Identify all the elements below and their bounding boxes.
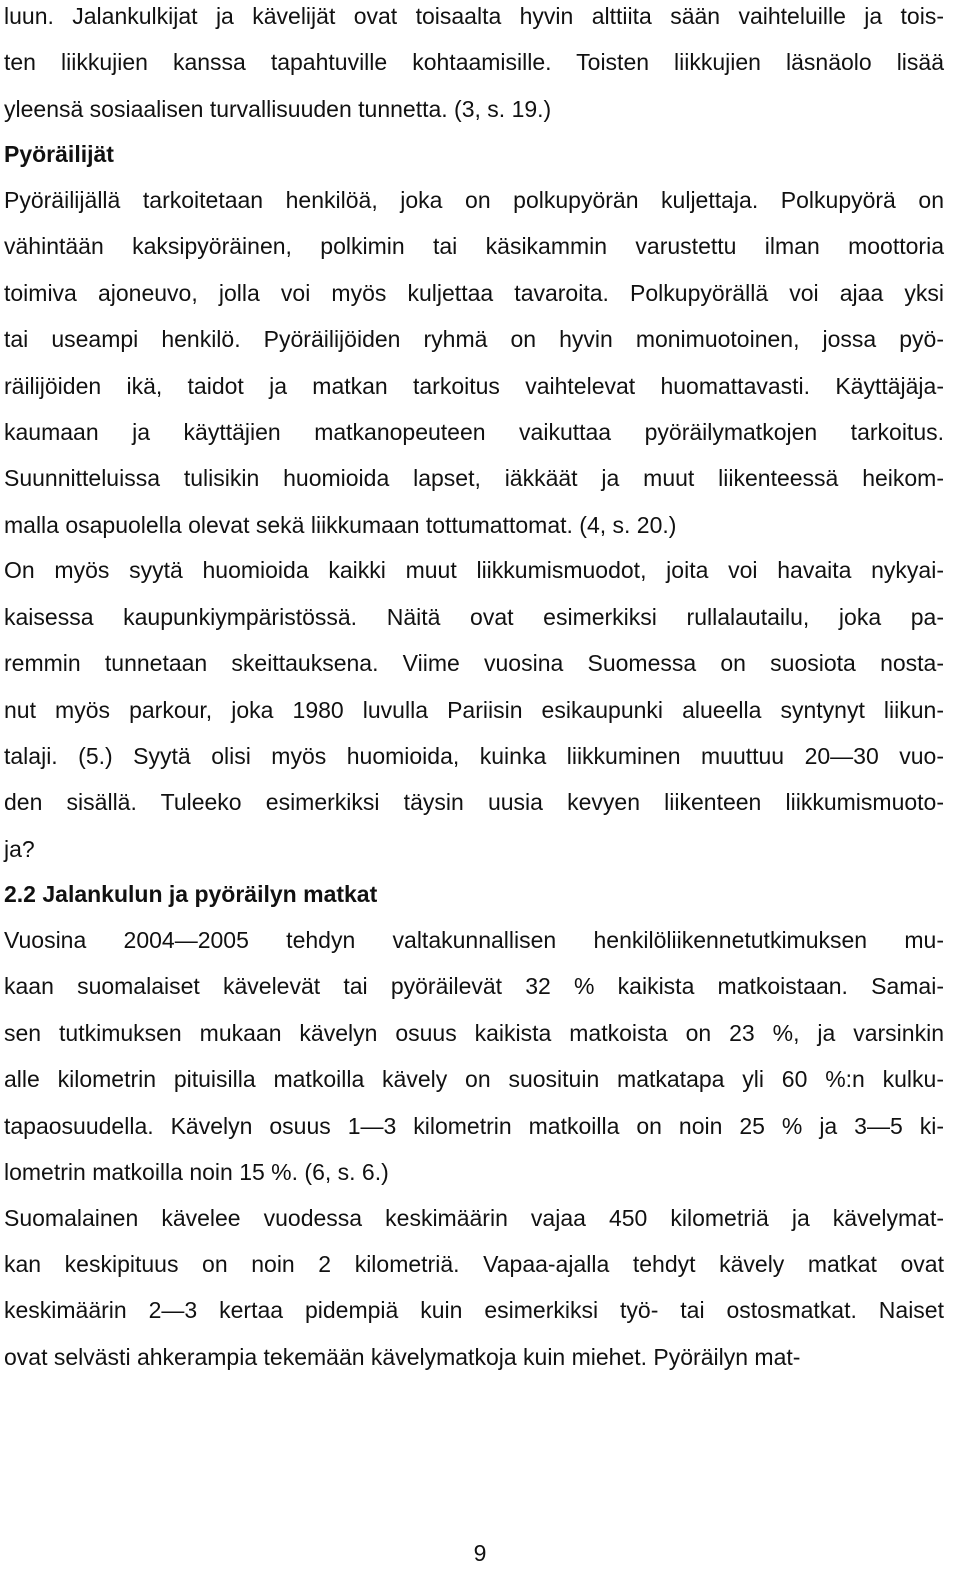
paragraph-line: Suunnitteluissa tulisikin huomioida lapset, iäkkäät ja muut liikenteessä heikom-	[4, 465, 944, 492]
paragraph-line: räilijöiden ikä, taidot ja matkan tarkoitus vaihtelevat huomattavasti. Käyttäjäja-	[4, 372, 944, 399]
page-number: 9	[473, 1540, 487, 1566]
paragraph-line: talaji. (5.) Syytä olisi myös huomioida, kuinka liikkuminen muuttuu 20—30 vuo-	[4, 743, 944, 769]
paragraph-line: kan keskipituus on noin 2 kilometriä. Vapaa-ajalla tehdyt kävely matkat ovat	[4, 1251, 944, 1277]
paragraph-line: ten liikkujien kanssa tapahtuville kohtaamisille. Toisten liikkujien läsnäolo lisää	[4, 49, 944, 76]
paragraph-line: kaumaan ja käyttäjien matkanopeuteen vaikuttaa pyöräilymatkojen tarkoitus.	[4, 419, 944, 445]
paragraph-line: keskimäärin 2—3 kertaa pidempiä kuin esimerkiksi työ- tai ostosmatkat. Naiset	[4, 1297, 944, 1324]
paragraph-line: ja?	[4, 835, 35, 862]
paragraph-line: remmin tunnetaan skeittauksena. Viime vuosina Suomessa on suosiota nosta-	[4, 650, 944, 677]
paragraph-line: On myös syytä huomioida kaikki muut liikkumismuodot, joita voi havaita nykyai-	[4, 557, 944, 584]
paragraph-line: vähintään kaksipyöräinen, polkimin tai käsikammin varustettu ilman moottoria	[4, 233, 944, 260]
paragraph-line: kaan suomalaiset kävelevät tai pyöräilevät 32 % kaikista matkoistaan. Samai-	[4, 973, 944, 1000]
paragraph-line: Vuosina 2004—2005 tehdyn valtakunnallisen henkilöliikennetutkimuksen mu-	[4, 927, 944, 953]
section-heading: 2.2 Jalankulun ja pyöräilyn matkat	[4, 881, 378, 908]
paragraph-line: ovat selvästi ahkerampia tekemään kävelymatkoja kuin miehet. Pyöräilyn mat-	[4, 1343, 801, 1370]
paragraph-line: luun. Jalankulkijat ja kävelijät ovat toisaalta hyvin alttiita sään vaihteluille ja tois-	[4, 3, 944, 29]
paragraph-line: Pyöräilijällä tarkoitetaan henkilöä, joka on polkupyörän kuljettaja. Polkupyörä on	[4, 187, 944, 213]
paragraph-line: Suomalainen kävelee vuodessa keskimäärin vajaa 450 kilometriä ja kävelymat-	[4, 1204, 944, 1231]
paragraph-line: lometrin matkoilla noin 15 %. (6, s. 6.)	[4, 1159, 389, 1185]
paragraph-line: alle kilometrin pituisilla matkoilla kävely on suosituin matkatapa yli 60 %:n kulku-	[4, 1066, 944, 1093]
paragraph-line: sen tutkimuksen mukaan kävelyn osuus kaikista matkoista on 23 %, ja varsinkin	[4, 1019, 944, 1046]
section-heading: Pyöräilijät	[4, 141, 114, 168]
paragraph-line: toimiva ajoneuvo, jolla voi myös kuljettaa tavaroita. Polkupyörällä voi ajaa yksi	[4, 279, 944, 306]
paragraph-line: den sisällä. Tuleeko esimerkiksi täysin uusia kevyen liikenteen liikkumismuoto-	[4, 789, 944, 816]
paragraph-line: kaisessa kaupunkiympäristössä. Näitä ovat esimerkiksi rullalautailu, joka pa-	[4, 603, 944, 630]
paragraph-line: tai useampi henkilö. Pyöräilijöiden ryhmä on hyvin monimuotoinen, jossa pyö-	[4, 326, 944, 353]
paragraph-line: tapaosuudella. Kävelyn osuus 1—3 kilometrin matkoilla on noin 25 % ja 3—5 ki-	[4, 1112, 944, 1139]
paragraph-line: malla osapuolella olevat sekä liikkumaan tottumattomat. (4, s. 20.)	[4, 511, 677, 538]
paragraph-line: nut myös parkour, joka 1980 luvulla Pariisin esikaupunki alueella syntynyt liikun-	[4, 696, 944, 723]
paragraph-line: yleensä sosiaalisen turvallisuuden tunnetta. (3, s. 19.)	[4, 95, 552, 122]
